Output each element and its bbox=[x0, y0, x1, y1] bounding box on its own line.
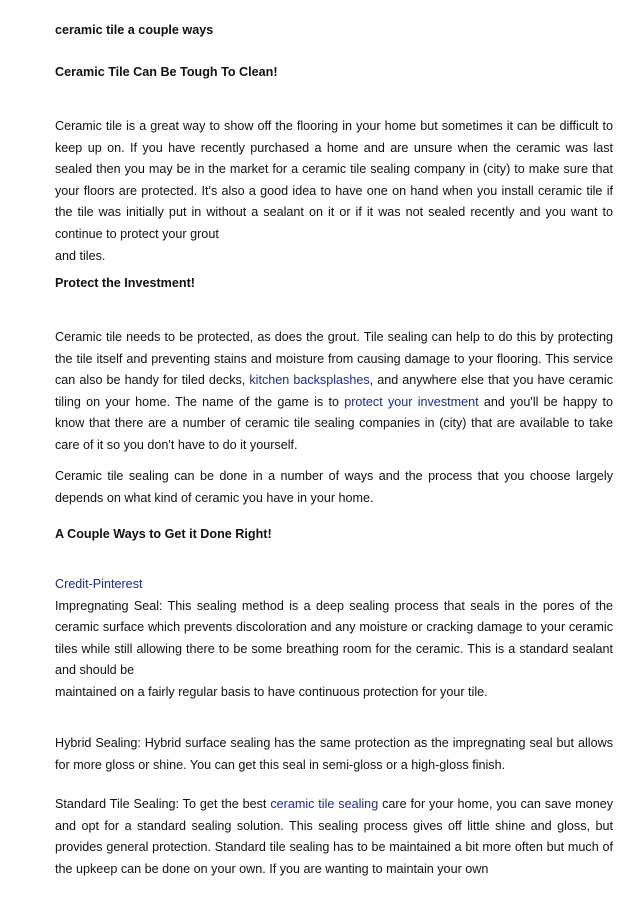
heading-protect-investment: Protect the Investment! bbox=[55, 276, 195, 290]
ceramic-tile-sealing-link[interactable]: ceramic tile sealing bbox=[270, 797, 379, 811]
paragraph-ways: Ceramic tile sealing can be done in a number of ways and the process that you choose largely depends on what kind of ceramic you have in your home. bbox=[55, 469, 613, 505]
paragraph-intro bbox=[55, 116, 613, 267]
paragraph-impregnating bbox=[55, 574, 613, 704]
kitchen-backsplashes-link[interactable]: kitchen backsplashes bbox=[249, 373, 370, 388]
credit-pinterest-link[interactable]: Credit-Pinterest bbox=[55, 577, 143, 591]
heading-tough-to-clean: Ceramic Tile Can Be Tough To Clean! bbox=[55, 65, 278, 79]
paragraph-intro-body: Ceramic tile is a great way to show off the flooring in your home but sometimes it can be difficult to keep up on. If you have recently purchased a home and are unsure when the ceramic was last sealed then you may be in the market for a ceramic tile sealing company in (city) to make sure that your floors are protected. It's also a good idea to have one on hand when you install ceramic tile if the tile was initially put in without a sealant on it or if it was not sealed recently and you want to continue to protect your grout bbox=[55, 119, 613, 241]
document-title: ceramic tile a couple ways bbox=[55, 23, 214, 37]
paragraph-protect-text-2: , and anywhere else that you have ceramic tiling on your home. The name of the game is to bbox=[55, 373, 613, 409]
paragraph-hybrid: Hybrid Sealing: Hybrid surface sealing has the same protection as the impregnating seal but allows for more gloss or shine. You can get this seal in semi-gloss or a high-gloss finish. bbox=[55, 736, 613, 772]
paragraph-intro-tail: and tiles. bbox=[55, 248, 106, 263]
paragraph-protect-text-1: Ceramic tile needs to be protected, as does the grout. Tile sealing can help to do this by protecting the tile itself and preventing stains and moisture from causing damage to your flooring. This service can also be handy for tiled decks, bbox=[55, 330, 613, 388]
paragraph-standard bbox=[55, 794, 613, 880]
paragraph-protect-text-3: and you'll be happy to know that there are a number of ceramic tile sealing companies in (city) that are available to take care of it so you don't have to do it yourself. bbox=[55, 394, 613, 452]
protect-investment-link[interactable]: protect your investment bbox=[344, 394, 479, 409]
paragraph-impregnating-body: Impregnating Seal: This sealing method is a deep sealing process that seals in the pores of the ceramic surface which prevents discoloration and any moisture or cracking damage to your ceramic tiles while still allowing there to be some breathing room for the ceramic. This is a standard sealant and should be bbox=[55, 598, 613, 678]
paragraph-standard-text-1: Standard Tile Sealing: To get the best bbox=[55, 797, 271, 811]
paragraph-impregnating-tail: maintained on a fairly regular basis to have continuous protection for your tile. bbox=[55, 684, 488, 699]
paragraph-protect bbox=[55, 327, 613, 457]
heading-couple-ways: A Couple Ways to Get it Done Right! bbox=[55, 527, 272, 541]
paragraph-standard-text-2: care for your home, you can save money and opt for a standard sealing solution. This sealing process gives off little shine and gloss, but provides general protection. Standard tile sealing has to be maintained a bit more often but much of the upkeep can be done on your own. If you are wanting to maintain your own bbox=[55, 797, 614, 876]
